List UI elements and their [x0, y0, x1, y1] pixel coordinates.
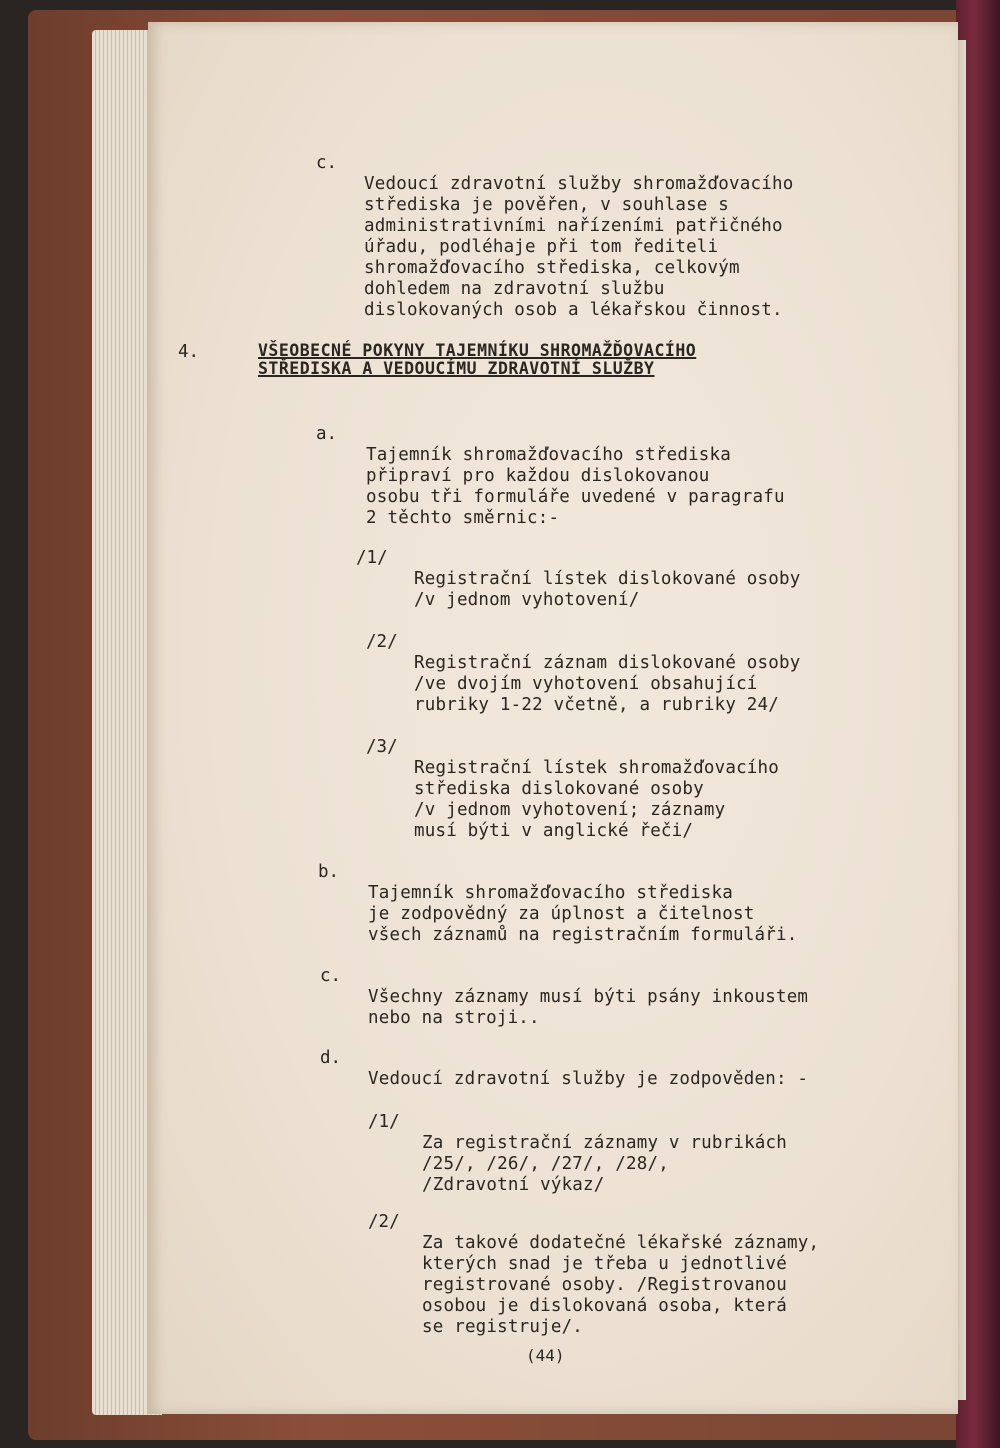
heading-line: VŠEOBECNÉ POKYNY TAJEMNÍKU SHROMAŽĎOVACÍHO [258, 341, 697, 360]
text-line: /ve dvojím vyhotovení obsahující [414, 674, 758, 694]
text-line: je zodpovědný za úplnost a čitelnost [368, 904, 755, 924]
text-line: /25/, /26/, /27/, /28/, [422, 1154, 669, 1174]
item-c-label: c. [320, 966, 342, 986]
subitem-a1-label: /1/ [356, 548, 388, 568]
heading-number: 4. [178, 342, 200, 362]
item-d-text [368, 1048, 808, 1111]
text-line: /v jednom vyhotovení/ [414, 590, 640, 610]
subitem-d1-label: /1/ [368, 1112, 400, 1132]
text-line: registrované osoby. /Registrovanou [422, 1275, 788, 1295]
text-line: kterých snad je třeba u jednotlivé [422, 1254, 788, 1274]
subitem-d2-label: /2/ [368, 1212, 400, 1232]
text-line: musí býti v anglické řeči/ [414, 821, 694, 841]
text-line: osobou je dislokovaná osoba, která [422, 1296, 788, 1316]
item-a-label: a. [316, 424, 338, 444]
subitem-a3-text [414, 737, 779, 863]
text-line: dislokovaných osob a lékařskou činnost. [364, 300, 783, 320]
page-number: (44) [526, 1346, 565, 1365]
text-line: Vedoucí zdravotní služby je zodpověden: - [368, 1069, 809, 1089]
item-c-text [368, 966, 808, 1050]
text-line: střediska je pověřen, v souhlase s [364, 195, 730, 215]
text-line: Za takové dodatečné lékařské záznamy, [422, 1233, 820, 1253]
text-line: nebo na stroji.. [368, 1008, 540, 1028]
text-line: všech záznamů na registračním formuláři. [368, 925, 798, 945]
section-heading [258, 342, 696, 378]
text-line: úřadu, podléhaje při tom řediteli [364, 237, 719, 257]
section-c-label: c. [316, 153, 338, 173]
section-c-text [364, 153, 793, 342]
text-line: shromažďovacího střediska, celkovým [364, 258, 740, 278]
text-line: dohledem na zdravotní službu [364, 279, 665, 299]
subitem-a3-label: /3/ [366, 737, 398, 757]
item-a-text [366, 424, 785, 550]
text-line: rubriky 1-22 včetně, a rubriky 24/ [414, 695, 780, 715]
text-line: 2 těchto směrnic:- [366, 508, 560, 528]
text-line: osobu tři formuláře uvedené v paragrafu [366, 487, 785, 507]
heading-line: STŘEDISKA A VEDOUCÍMU ZDRAVOTNÍ SLUŽBY [258, 359, 655, 378]
item-b-text [368, 862, 797, 967]
text-line: /Zdravotní výkaz/ [422, 1175, 605, 1195]
text-line: Tajemník shromažďovacího střediska [368, 883, 734, 903]
subitem-a2-text [414, 632, 801, 737]
text-line: se registruje/. [422, 1317, 584, 1337]
text-line: administrativními nařízeními patřičného [364, 216, 783, 236]
subitem-a2-label: /2/ [366, 632, 398, 652]
text-line: Všechny záznamy musí býti psány inkoustem [368, 987, 809, 1007]
text-line: připraví pro každou dislokovanou [366, 466, 710, 486]
item-b-label: b. [318, 862, 340, 882]
text-line: Vedoucí zdravotní služby shromažďovacího [364, 174, 794, 194]
text-line: Tajemník shromažďovacího střediska [366, 445, 732, 465]
text-line: Registrační záznam dislokované osoby [414, 653, 801, 673]
text-line: Za registrační záznamy v rubrikách [422, 1133, 788, 1153]
text-line: Registrační lístek dislokované osoby [414, 569, 801, 589]
text-line: střediska dislokované osoby [414, 779, 704, 799]
subitem-d2-text [422, 1212, 819, 1359]
item-d-label: d. [320, 1048, 342, 1068]
text-line: Registrační lístek shromažďovacího [414, 758, 780, 778]
subitem-d1-text [422, 1112, 787, 1217]
text-line: /v jednom vyhotovení; záznamy [414, 800, 726, 820]
subitem-a1-text [414, 548, 801, 632]
